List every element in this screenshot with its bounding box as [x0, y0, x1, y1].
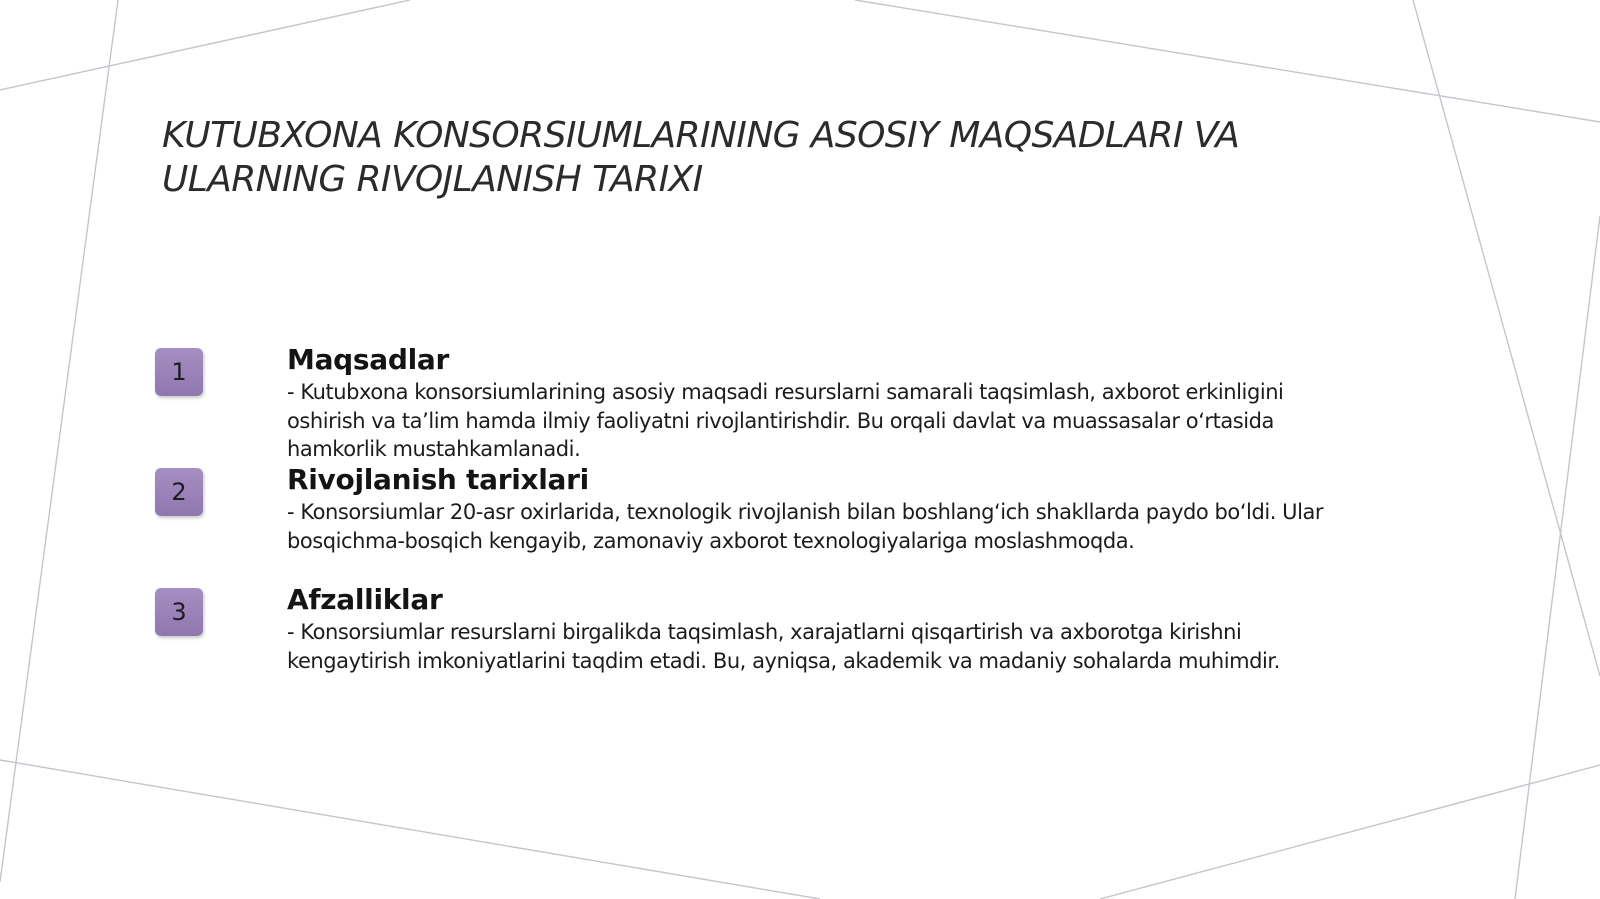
item-description	[287, 498, 1437, 555]
slide-title	[162, 114, 1462, 202]
item-heading: Rivojlanish tarixlari	[287, 463, 589, 496]
item-description-line: kengaytirish imkoniyatlarini taqdim etadi. Bu, ayniqsa, akademik va madaniy sohalarda muhimdir.	[287, 648, 1280, 673]
item-description	[287, 378, 1437, 464]
item-heading: Maqsadlar	[287, 343, 450, 376]
slide-title-line: KUTUBXONA KONSORSIUMLARINING ASOSIY MAQSADLARI VA	[162, 115, 1240, 156]
number-badge: 3	[155, 588, 203, 636]
number-badge: 1	[155, 348, 203, 396]
item-description-line: - Kutubxona konsorsiumlarining asosiy maqsadi resurslarni samarali taqsimlash, axborot erkinligini	[287, 380, 1284, 404]
item-description-line: oshirish va ta’lim hamda ilmiy faoliyatni rivojlantirishdir. Bu orqali davlat va muassasalar o‘rtasida	[287, 408, 1274, 433]
item-description-line: - Konsorsiumlar 20-asr oxirlarida, texnologik rivojlanish bilan boshlang‘ich shakllarda paydo bo‘ldi. Ular	[287, 500, 1324, 524]
item-description-line: - Konsorsiumlar resurslarni birgalikda taqsimlash, xarajatlarni qisqartirish va axborotga kirishni	[287, 620, 1242, 644]
item-description	[287, 618, 1437, 675]
slide-title-line: ULARNING RIVOJLANISH TARIXI	[162, 159, 703, 200]
item-description-line: bosqichma-bosqich kengayib, zamonaviy axborot texnologiyalariga moslashmoqda.	[287, 528, 1135, 553]
number-badge: 2	[155, 468, 203, 516]
item-description-line: hamkorlik mustahkamlanadi.	[287, 437, 581, 461]
item-heading: Afzalliklar	[287, 583, 443, 616]
